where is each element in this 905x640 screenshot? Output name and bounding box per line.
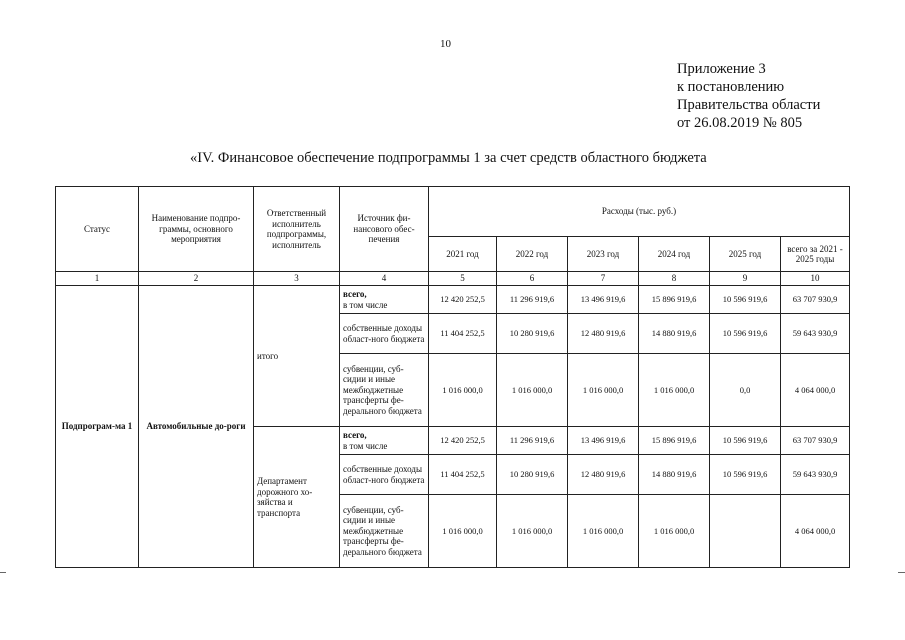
appendix-line: Правительства области — [677, 97, 821, 113]
value-cell: 12 480 919,6 — [568, 314, 639, 354]
value-cell: 15 896 919,6 — [639, 427, 710, 455]
column-number: 3 — [254, 272, 340, 286]
section-title: «IV. Финансовое обеспечение подпрограммы 1 за счет средств областного бюджета — [190, 150, 707, 166]
header-total: всего за 2021 - 2025 годы — [781, 237, 850, 272]
header-name: Наименование подпро-граммы, основного мероприятия — [139, 187, 254, 272]
header-status: Статус — [56, 187, 139, 272]
column-number: 8 — [639, 272, 710, 286]
source-sublabel: в том числе — [343, 440, 388, 451]
source-cell: собственные доходы област-ного бюджета — [340, 455, 429, 495]
value-cell: 15 896 919,6 — [639, 286, 710, 314]
value-cell: 10 280 919,6 — [497, 314, 568, 354]
scan-edge-mark — [898, 572, 905, 573]
value-cell: 12 420 252,5 — [429, 427, 497, 455]
appendix-block — [677, 60, 820, 132]
source-cell: субвенции, суб-сидии и иные межбюджетные трансферты фе-дерального бюджета — [340, 495, 429, 568]
value-cell: 59 643 930,9 — [781, 314, 850, 354]
value-cell: 11 404 252,5 — [429, 314, 497, 354]
financing-table — [55, 186, 850, 568]
value-cell: 10 596 919,6 — [710, 455, 781, 495]
value-cell: 1 016 000,0 — [497, 495, 568, 568]
value-cell: 1 016 000,0 — [639, 495, 710, 568]
value-cell: 59 643 930,9 — [781, 455, 850, 495]
source-cell — [340, 427, 429, 455]
value-cell: 63 707 930,9 — [781, 427, 850, 455]
value-cell: 11 296 919,6 — [497, 427, 568, 455]
column-number: 2 — [139, 272, 254, 286]
source-cell: собственные доходы област-ного бюджета — [340, 314, 429, 354]
value-cell: 11 404 252,5 — [429, 455, 497, 495]
header-expenses: Расходы (тыс. руб.) — [429, 187, 850, 237]
source-cell — [340, 286, 429, 314]
appendix-line: от 26.08.2019 № 805 — [677, 115, 803, 131]
value-cell: 1 016 000,0 — [639, 354, 710, 427]
value-cell: 10 596 919,6 — [710, 314, 781, 354]
value-cell: 1 016 000,0 — [568, 495, 639, 568]
status-cell: Подпрограм-ма 1 — [56, 286, 139, 568]
executor-cell: Департамент дорожного хо-зяйства и транспорта — [254, 427, 340, 568]
value-cell: 11 296 919,6 — [497, 286, 568, 314]
header-year: 2021 год — [429, 237, 497, 272]
header-source: Источник фи-нансового обес-печения — [340, 187, 429, 272]
value-cell: 63 707 930,9 — [781, 286, 850, 314]
column-number: 1 — [56, 272, 139, 286]
header-year: 2025 год — [710, 237, 781, 272]
value-cell: 4 064 000,0 — [781, 354, 850, 427]
appendix-line: к постановлению — [677, 79, 785, 95]
source-cell: субвенции, суб-сидии и иные межбюджетные трансферты фе-дерального бюджета — [340, 354, 429, 427]
program-name-cell: Автомобильные до-роги — [139, 286, 254, 568]
source-sublabel: в том числе — [343, 299, 388, 310]
value-cell — [710, 495, 781, 568]
column-number: 7 — [568, 272, 639, 286]
value-cell: 13 496 919,6 — [568, 427, 639, 455]
executor-cell: итого — [254, 286, 340, 427]
value-cell: 0,0 — [710, 354, 781, 427]
column-number: 10 — [781, 272, 850, 286]
value-cell: 12 480 919,6 — [568, 455, 639, 495]
value-cell: 1 016 000,0 — [429, 495, 497, 568]
value-cell: 10 596 919,6 — [710, 286, 781, 314]
value-cell: 1 016 000,0 — [429, 354, 497, 427]
header-year: 2024 год — [639, 237, 710, 272]
column-number: 4 — [340, 272, 429, 286]
page-number: 10 — [440, 38, 451, 50]
source-label: всего, — [343, 430, 367, 440]
source-label: всего, — [343, 289, 367, 299]
header-executor: Ответственный исполнитель подпрограммы, исполнитель — [254, 187, 340, 272]
appendix-line: Приложение 3 — [677, 61, 766, 77]
column-number: 9 — [710, 272, 781, 286]
column-number: 5 — [429, 272, 497, 286]
value-cell: 10 280 919,6 — [497, 455, 568, 495]
header-year: 2022 год — [497, 237, 568, 272]
value-cell: 10 596 919,6 — [710, 427, 781, 455]
value-cell: 4 064 000,0 — [781, 495, 850, 568]
scan-edge-mark — [0, 572, 6, 573]
value-cell: 12 420 252,5 — [429, 286, 497, 314]
value-cell: 14 880 919,6 — [639, 314, 710, 354]
value-cell: 1 016 000,0 — [497, 354, 568, 427]
value-cell: 14 880 919,6 — [639, 455, 710, 495]
value-cell: 13 496 919,6 — [568, 286, 639, 314]
header-year: 2023 год — [568, 237, 639, 272]
column-number: 6 — [497, 272, 568, 286]
value-cell: 1 016 000,0 — [568, 354, 639, 427]
